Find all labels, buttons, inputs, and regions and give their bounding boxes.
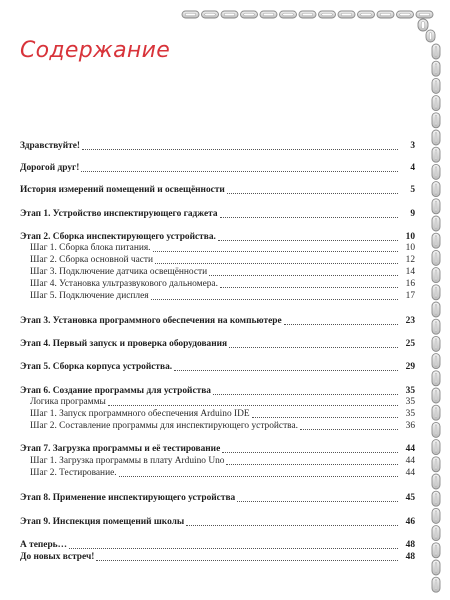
chain-link-hole: [419, 13, 430, 16]
toc-page-number: 5: [410, 185, 415, 195]
chain-link: [432, 319, 440, 334]
toc-entry-label: Шаг 4. Установка ультразвукового дальномера.: [30, 279, 218, 289]
dot-leader: [213, 394, 398, 395]
toc-page-number: 16: [405, 279, 415, 289]
toc-page-number: 45: [405, 493, 415, 503]
chain-link: [432, 285, 440, 300]
toc-subentry: [30, 254, 415, 266]
chain-link: [432, 543, 440, 558]
toc-subentry: [30, 290, 415, 302]
chain-link-hole: [435, 339, 437, 350]
chain-link-hole: [435, 493, 437, 504]
toc-subentry: [30, 420, 415, 432]
chain-link-hole: [435, 356, 437, 367]
toc-entry: [20, 140, 415, 152]
chain-link: [432, 577, 440, 592]
chain-link-hole: [205, 13, 216, 16]
toc-entry: [20, 184, 415, 196]
toc-page-number: 29: [405, 362, 415, 372]
dot-leader: [220, 217, 398, 218]
dot-leader: [186, 525, 398, 526]
chain-link: [432, 336, 440, 351]
dot-leader: [96, 560, 398, 561]
dot-leader: [153, 251, 398, 252]
toc-subentry: [30, 467, 415, 479]
chain-link-hole: [435, 373, 437, 384]
toc-entry: [20, 361, 415, 373]
toc-page-number: 48: [405, 552, 415, 562]
chain-link: [416, 11, 433, 18]
chain-link-hole: [435, 167, 437, 178]
chain-link-hole: [341, 13, 352, 16]
toc-entry-label: Логика программы: [30, 397, 106, 407]
toc-entry-label: Шаг 1. Запуск программного обеспечения Arduino IDE: [30, 409, 250, 419]
page-title: Содержание: [20, 38, 171, 63]
dot-leader: [81, 171, 398, 172]
toc-entry: [20, 208, 415, 220]
chain-link-hole: [435, 270, 437, 281]
chain-link-hole: [435, 407, 437, 418]
dot-leader: [237, 501, 398, 502]
toc-entry-label: Этап 7. Загрузка программы и её тестирование: [20, 444, 221, 454]
chain-link: [432, 164, 440, 179]
dot-leader: [82, 149, 398, 150]
chain-link: [418, 19, 428, 31]
chain-link-hole: [302, 13, 313, 16]
chain-link: [432, 440, 440, 455]
toc-entry-label: Этап 3. Установка программного обеспечения на компьютере: [20, 316, 282, 326]
toc-entry-label: Этап 1. Устройство инспектирующего гаджета: [20, 209, 218, 219]
toc-page-number: 44: [405, 456, 415, 466]
chain-link-hole: [435, 390, 437, 401]
chain-link-hole: [435, 63, 437, 74]
chain-link-hole: [322, 13, 333, 16]
toc-page-number: 9: [410, 209, 415, 219]
chain-link: [432, 268, 440, 283]
chain-link: [260, 11, 277, 18]
toc-page-number: 17: [405, 291, 415, 301]
chain-link-hole: [435, 545, 437, 556]
chain-link-hole: [435, 459, 437, 470]
toc-page-number: 46: [405, 517, 415, 527]
toc-entry-label: Шаг 5. Подключение дисплея: [30, 291, 149, 301]
chain-link-hole: [263, 13, 274, 16]
toc-entry: [20, 516, 415, 528]
chain-link: [432, 302, 440, 317]
chain-link: [432, 113, 440, 128]
chain-link: [432, 508, 440, 523]
toc-page-number: 35: [405, 397, 415, 407]
chain-link: [377, 11, 394, 18]
toc-entry: [20, 443, 415, 455]
chain-link: [432, 371, 440, 386]
toc-entry-label: Этап 6. Создание программы для устройства: [20, 386, 211, 396]
chain-link: [182, 11, 199, 18]
chain-link-hole: [435, 511, 437, 522]
chain-link-hole: [435, 98, 437, 109]
chain-link: [280, 11, 297, 18]
toc-subentry: [30, 408, 415, 420]
dot-leader: [227, 193, 398, 194]
toc-page-number: 12: [405, 255, 415, 265]
chain-link-hole: [435, 115, 437, 126]
toc-entry-label: Этап 8. Применение инспектирующего устройства: [20, 493, 236, 503]
dot-leader: [252, 417, 398, 418]
toc-subentry: [30, 278, 415, 290]
chain-link-hole: [435, 235, 437, 246]
chain-link: [432, 44, 440, 59]
dot-leader: [229, 347, 398, 348]
chain-link-hole: [435, 425, 437, 436]
chain-link: [432, 216, 440, 231]
chain-link-hole: [185, 13, 196, 16]
chain-link-hole: [435, 528, 437, 539]
toc-subentry: [30, 242, 415, 254]
chain-link-hole: [421, 21, 425, 29]
dot-leader: [284, 324, 398, 325]
toc-entry: [20, 551, 415, 563]
dot-leader: [69, 548, 398, 549]
chain-link: [432, 560, 440, 575]
chain-link-hole: [435, 321, 437, 332]
chain-link: [432, 233, 440, 248]
toc-page-number: 10: [405, 243, 415, 253]
dot-leader: [209, 275, 398, 276]
chain-link-hole: [283, 13, 294, 16]
chain-link-hole: [244, 13, 255, 16]
toc-entry: [20, 162, 415, 174]
chain-link: [432, 526, 440, 541]
chain-link: [432, 199, 440, 214]
chain-link: [432, 354, 440, 369]
chain-link: [338, 11, 355, 18]
toc-page-number: 44: [405, 444, 415, 454]
toc-entry-label: Шаг 2. Тестирование.: [30, 468, 117, 478]
toc-page-number: 36: [405, 421, 415, 431]
toc-entry: [20, 315, 415, 327]
chain-link: [432, 182, 440, 197]
chain-link: [432, 147, 440, 162]
dot-leader: [218, 240, 398, 241]
chain-link-hole: [435, 562, 437, 573]
chain-link-hole: [435, 132, 437, 143]
chain-link-hole: [361, 13, 372, 16]
toc-entry-label: Здравствуйте!: [20, 141, 81, 151]
toc-entry-label: Шаг 3. Подключение датчика освещённости: [30, 267, 208, 277]
toc-entry-label: А теперь…: [20, 540, 67, 550]
dot-leader: [155, 263, 398, 264]
chain-link: [432, 96, 440, 111]
chain-link: [319, 11, 336, 18]
toc-entry-label: Этап 5. Сборка корпуса устройства.: [20, 362, 173, 372]
chain-link-hole: [224, 13, 235, 16]
chain-link-hole: [380, 13, 391, 16]
toc-entry-label: Шаг 2. Составление программы для инспектирующего устройства.: [30, 421, 298, 431]
toc-subentry: [30, 455, 415, 467]
toc-entry-label: До новых встреч!: [20, 552, 95, 562]
chain-link: [358, 11, 375, 18]
dot-leader: [220, 287, 398, 288]
chain-link: [432, 457, 440, 472]
chain-link: [432, 130, 440, 145]
chain-link: [221, 11, 238, 18]
chain-link-hole: [435, 287, 437, 298]
chain-link: [432, 474, 440, 489]
chain-link-hole: [435, 184, 437, 195]
chain-link: [397, 11, 414, 18]
toc-page-number: 23: [405, 316, 415, 326]
chain-link-hole: [435, 81, 437, 92]
chain-link: [202, 11, 219, 18]
toc-entry-label: Дорогой друг!: [20, 163, 80, 173]
toc-entry-label: Шаг 1. Сборка блока питания.: [30, 243, 151, 253]
chain-link-hole: [400, 13, 411, 16]
chain-link-hole: [435, 149, 437, 160]
toc-page-number: 10: [405, 232, 415, 242]
chain-link: [432, 388, 440, 403]
chain-link: [432, 61, 440, 76]
toc-page-number: 48: [405, 540, 415, 550]
dot-leader: [300, 429, 398, 430]
chain-link-hole: [435, 253, 437, 264]
toc-entry-label: История измерений помещений и освещённости: [20, 185, 225, 195]
toc-entry-label: Шаг 2. Сборка основной части: [30, 255, 154, 265]
toc-page-number: 25: [405, 339, 415, 349]
chain-link: [432, 250, 440, 265]
chain-link-hole: [435, 476, 437, 487]
dot-leader: [108, 405, 398, 406]
toc-entry-label: Этап 4. Первый запуск и проверка оборудования: [20, 339, 228, 349]
toc-page-number: 3: [410, 141, 415, 151]
toc-subentry: [30, 266, 415, 278]
toc-entry: [20, 338, 415, 350]
dot-leader: [222, 452, 398, 453]
dot-leader: [226, 464, 398, 465]
chain-link: [432, 491, 440, 506]
toc-page-number: 44: [405, 468, 415, 478]
toc-entry-label: Этап 9. Инспекция помещений школы: [20, 517, 185, 527]
chain-link: [432, 78, 440, 93]
dot-leader: [119, 476, 398, 477]
dot-leader: [174, 370, 398, 371]
chain-link: [432, 405, 440, 420]
toc-entry: [20, 492, 415, 504]
toc-subentry: [30, 396, 415, 408]
chain-link-hole: [435, 442, 437, 453]
toc-page-number: 14: [405, 267, 415, 277]
toc-page-number: 4: [410, 163, 415, 173]
dot-leader: [151, 299, 398, 300]
chain-link-hole: [435, 304, 437, 315]
chain-link-hole: [435, 218, 437, 229]
chain-link-hole: [435, 579, 437, 590]
toc-entry: [20, 539, 415, 551]
chain-link: [241, 11, 258, 18]
chain-link: [299, 11, 316, 18]
toc-entry-label: Этап 2. Сборка инспектирующего устройства.: [20, 232, 216, 242]
chain-link-hole: [435, 201, 437, 212]
chain-link: [432, 422, 440, 437]
chain-link: [426, 30, 435, 42]
toc-page-number: 35: [405, 386, 415, 396]
chain-link-hole: [435, 46, 437, 57]
chain-link-hole: [429, 32, 432, 40]
toc-entry-label: Шаг 1. Загрузка программы в плату Arduino Uno: [30, 456, 225, 466]
toc-page-number: 35: [405, 409, 415, 419]
